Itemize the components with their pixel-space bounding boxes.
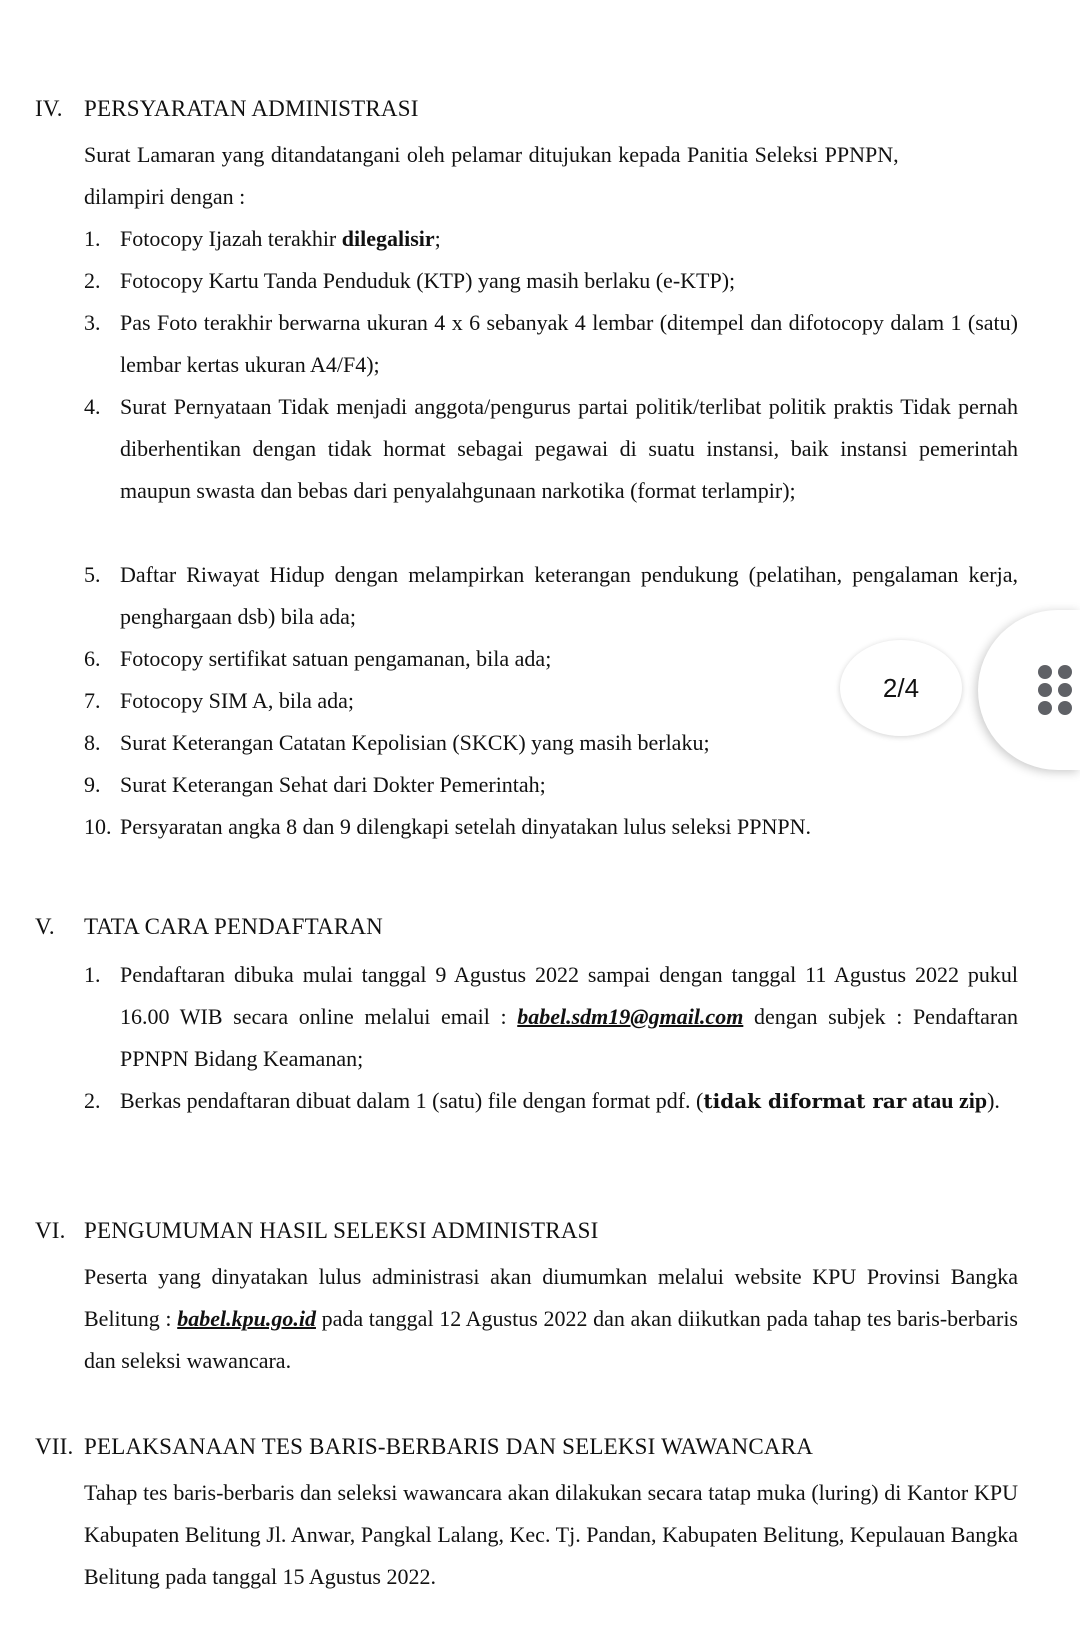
section-vii-heading: [35, 1434, 813, 1460]
section-iv-numeral: IV.: [35, 96, 63, 121]
item-number: 3.: [84, 310, 101, 335]
item-text-tail: dengan subjek : Pendaftaran PPNPN Bidang Keamanan;: [120, 1004, 1019, 1071]
item-number: 6.: [84, 646, 101, 671]
registration-item: [84, 1080, 1018, 1122]
item-bold-text: dilegalisir: [341, 226, 435, 251]
section-iv-intro-line1: Surat Lamaran yang ditandatangani oleh pelamar ditujukan kepada Panitia Seleksi PPNPN,: [84, 142, 899, 167]
requirement-item: [84, 806, 1018, 848]
item-bold-tail: atau zip: [906, 1088, 988, 1113]
item-text: Surat Keterangan Sehat dari Dokter Pemerintah;: [120, 772, 546, 797]
email-link[interactable]: babel.sdm19@gmail.com: [517, 1004, 744, 1029]
section-v-heading: [35, 914, 383, 940]
item-text: Pendaftaran dibuka mulai tanggal 9 Agustus 2022 sampai dengan tanggal 11 Agustus 2022 pukul 16.00 WIB secara online melalui email :: [120, 962, 1018, 1029]
section-vi-heading: [35, 1218, 599, 1244]
section-v-numeral: V.: [35, 914, 55, 939]
grid-dot: [1038, 665, 1052, 679]
item-number: 9.: [84, 772, 101, 797]
item-number: 2.: [84, 1088, 101, 1113]
requirement-item: [84, 218, 1018, 260]
item-number: 1.: [84, 962, 101, 987]
requirement-item: [84, 764, 1018, 806]
paragraph-text-tail: pada tanggal 12 Agustus 2022 dan akan diikutkan pada tahap tes baris-berbaris dan seleksi wawancara.: [84, 1306, 1018, 1373]
section-vii-paragraph: Tahap tes baris-berbaris dan seleksi wawancara akan dilakukan secara tatap muka (luring) di Kantor KPU Kabupaten Belitung Jl. Anwar, Pangkal Lalang, Kec. Tj. Pandan, Kabupaten Belitung, Kepulauan Bangka Belitung pada tanggal 15 Agustus 2022.: [84, 1480, 1018, 1589]
section-vi-numeral: VI.: [35, 1218, 66, 1243]
item-text: Surat Pernyataan Tidak menjadi anggota/pengurus partai politik/terlibat politik praktis Tidak pernah diberhentikan dengan tidak hormat sebagai pegawai di suatu instansi, baik instansi pemerintah maupun swasta dan bebas dari penyalahgunaan narkotika (format terlampir);: [120, 394, 1018, 503]
registration-item: [84, 954, 1018, 1080]
requirement-item: [84, 260, 1018, 302]
item-text: Fotocopy Ijazah terakhir: [120, 226, 342, 251]
grid-dot: [1058, 683, 1072, 697]
requirement-item: [84, 554, 1018, 638]
item-bold-text: tidak diformat rar: [703, 1089, 907, 1113]
grid-dot: [1038, 683, 1052, 697]
item-text-tail: ).: [987, 1088, 1000, 1113]
section-iv-title: PERSYARATAN ADMINISTRASI: [84, 96, 419, 121]
item-text: Fotocopy sertifikat satuan pengamanan, bila ada;: [120, 646, 552, 671]
grid-dot: [1058, 665, 1072, 679]
section-vii-numeral: VII.: [35, 1434, 74, 1459]
grid-dot: [1038, 701, 1052, 715]
item-text: Daftar Riwayat Hidup dengan melampirkan keterangan pendukung (pelatihan, pengalaman kerja, penghargaan dsb) bila ada;: [120, 562, 1018, 629]
item-number: 1.: [84, 226, 101, 251]
requirement-item: [84, 386, 1018, 512]
item-text: Persyaratan angka 8 dan 9 dilengkapi setelah dinyatakan lulus seleksi PPNPN.: [120, 814, 812, 839]
section-iv-intro-line2: dilampiri dengan :: [84, 184, 246, 209]
item-number: 10.: [84, 814, 112, 839]
item-text: Fotocopy SIM A, bila ada;: [120, 688, 355, 713]
item-text: Surat Keterangan Catatan Kepolisian (SKCK) yang masih berlaku;: [120, 730, 710, 755]
paragraph-text: Peserta yang dinyatakan lulus administrasi akan diumumkan melalui website KPU Provinsi Bangka Belitung :: [84, 1264, 1018, 1331]
item-number: 8.: [84, 730, 101, 755]
item-number: 2.: [84, 268, 101, 293]
requirement-item: [84, 302, 1018, 386]
grid-dot: [1058, 701, 1072, 715]
section-vii-title: PELAKSANAAN TES BARIS-BERBARIS DAN SELEKSI WAWANCARA: [84, 1434, 814, 1459]
item-number: 5.: [84, 562, 101, 587]
section-v-title: TATA CARA PENDAFTARAN: [84, 914, 383, 939]
item-text-tail: ;: [434, 226, 441, 251]
grid-dots-icon: [1038, 665, 1072, 715]
item-text: Berkas pendaftaran dibuat dalam 1 (satu) file dengan format pdf. (: [120, 1088, 704, 1113]
item-number: 4.: [84, 394, 101, 419]
section-vi-title: PENGUMUMAN HASIL SELEKSI ADMINISTRASI: [84, 1218, 599, 1243]
item-text: Pas Foto terakhir berwarna ukuran 4 x 6 sebanyak 4 lembar (ditempel dan difotocopy dalam 1 (satu) lembar kertas ukuran A4/F4);: [120, 310, 1018, 377]
page-indicator[interactable]: 2/4: [840, 640, 962, 736]
item-text: Fotocopy Kartu Tanda Penduduk (KTP) yang masih berlaku (e-KTP);: [120, 268, 736, 293]
section-vi-paragraph: [84, 1256, 1018, 1382]
section-iv-heading: [35, 96, 419, 122]
item-number: 7.: [84, 688, 101, 713]
website-link[interactable]: babel.kpu.go.id: [177, 1306, 316, 1331]
